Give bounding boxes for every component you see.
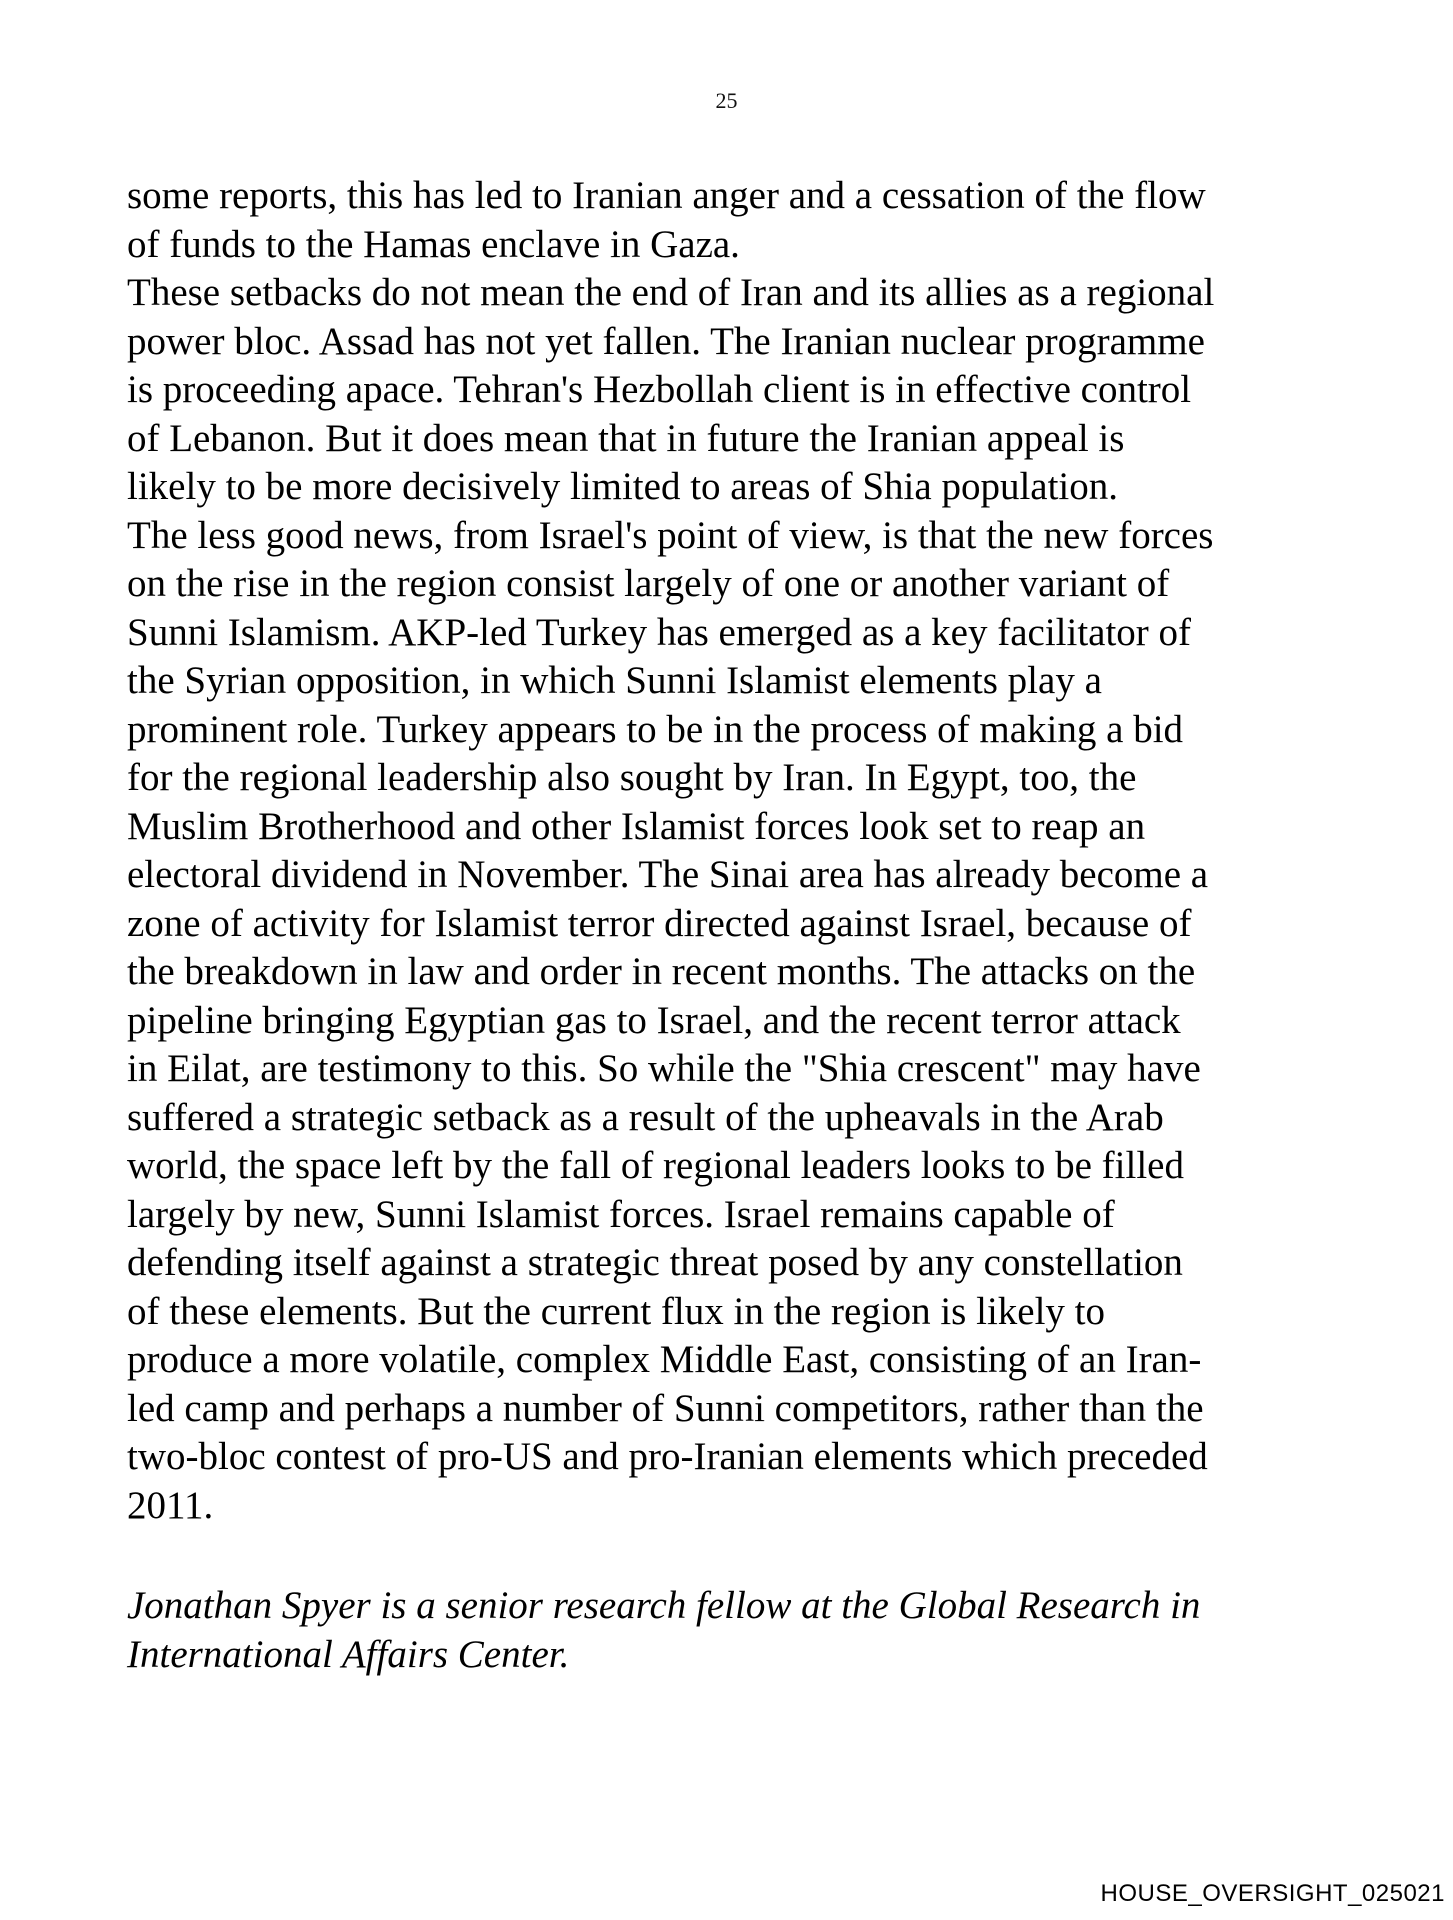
body-line: prominent role. Turkey appears to be in the process of making a bid <box>127 707 1184 751</box>
body-line: electoral dividend in November. The Sinai area has already become a <box>127 853 1209 896</box>
body-line: the Syrian opposition, in which Sunni Islamist elements play a <box>127 659 1102 702</box>
body-line: on the rise in the region consist largely of one or another variant of <box>127 562 1170 605</box>
page-number: 25 <box>715 88 738 113</box>
body-line: largely by new, Sunni Islamist forces. Israel remains capable of <box>127 1192 1115 1236</box>
body-line: of Lebanon. But it does mean that in future the Iranian appeal is <box>127 416 1125 460</box>
body-line: of these elements. But the current flux in the region is likely to <box>127 1289 1106 1333</box>
body-line: led camp and perhaps a number of Sunni competitors, rather than the <box>127 1386 1204 1430</box>
body-line: defending itself against a strategic threat posed by any constellation <box>127 1241 1183 1284</box>
body-line: pipeline bringing Egyptian gas to Israel, and the recent terror attack <box>127 998 1181 1042</box>
body-line: The less good news, from Israel's point of view, is that the new forces <box>127 513 1214 557</box>
body-line: two-bloc contest of pro-US and pro-Iranian elements which preceded <box>127 1435 1208 1478</box>
body-line: the breakdown in law and order in recent months. The attacks on the <box>127 950 1196 993</box>
body-line: is proceeding apace. Tehran's Hezbollah client is in effective control <box>127 368 1192 411</box>
body-line: zone of activity for Islamist terror directed against Israel, because of <box>127 901 1192 945</box>
body-line: These setbacks do not mean the end of Iran and its allies as a regional <box>127 271 1215 314</box>
body-line: 2011. <box>127 1483 214 1527</box>
body-line: Muslim Brotherhood and other Islamist forces look set to reap an <box>127 804 1146 848</box>
body-line: suffered a strategic setback as a result of the upheavals in the Arab <box>127 1095 1164 1139</box>
body-line: some reports, this has led to Iranian anger and a cessation of the flow <box>127 174 1206 217</box>
body-line: Sunni Islamism. AKP-led Turkey has emerged as a key facilitator of <box>127 610 1192 654</box>
body-line: likely to be more decisively limited to areas of Shia population. <box>127 465 1119 508</box>
body-line: power bloc. Assad has not yet fallen. The Iranian nuclear programme <box>127 319 1205 363</box>
byline-line: International Affairs Center. <box>127 1632 570 1676</box>
body-line: produce a more volatile, complex Middle East, consisting of an Iran- <box>127 1338 1202 1381</box>
author-byline <box>127 1582 1377 1679</box>
body-line: in Eilat, are testimony to this. So while the "Shia crescent" may have <box>127 1047 1201 1090</box>
body-line: of funds to the Hamas enclave in Gaza. <box>127 222 740 266</box>
body-line: world, the space left by the fall of regional leaders looks to be filled <box>127 1144 1184 1187</box>
byline-line: Jonathan Spyer is a senior research fellow at the Global Research in <box>127 1584 1201 1627</box>
document-id-footer: HOUSE_OVERSIGHT_025021 <box>1100 1880 1445 1907</box>
body-line: for the regional leadership also sought by Iran. In Egypt, too, the <box>127 756 1137 799</box>
article-body <box>127 172 1327 1530</box>
